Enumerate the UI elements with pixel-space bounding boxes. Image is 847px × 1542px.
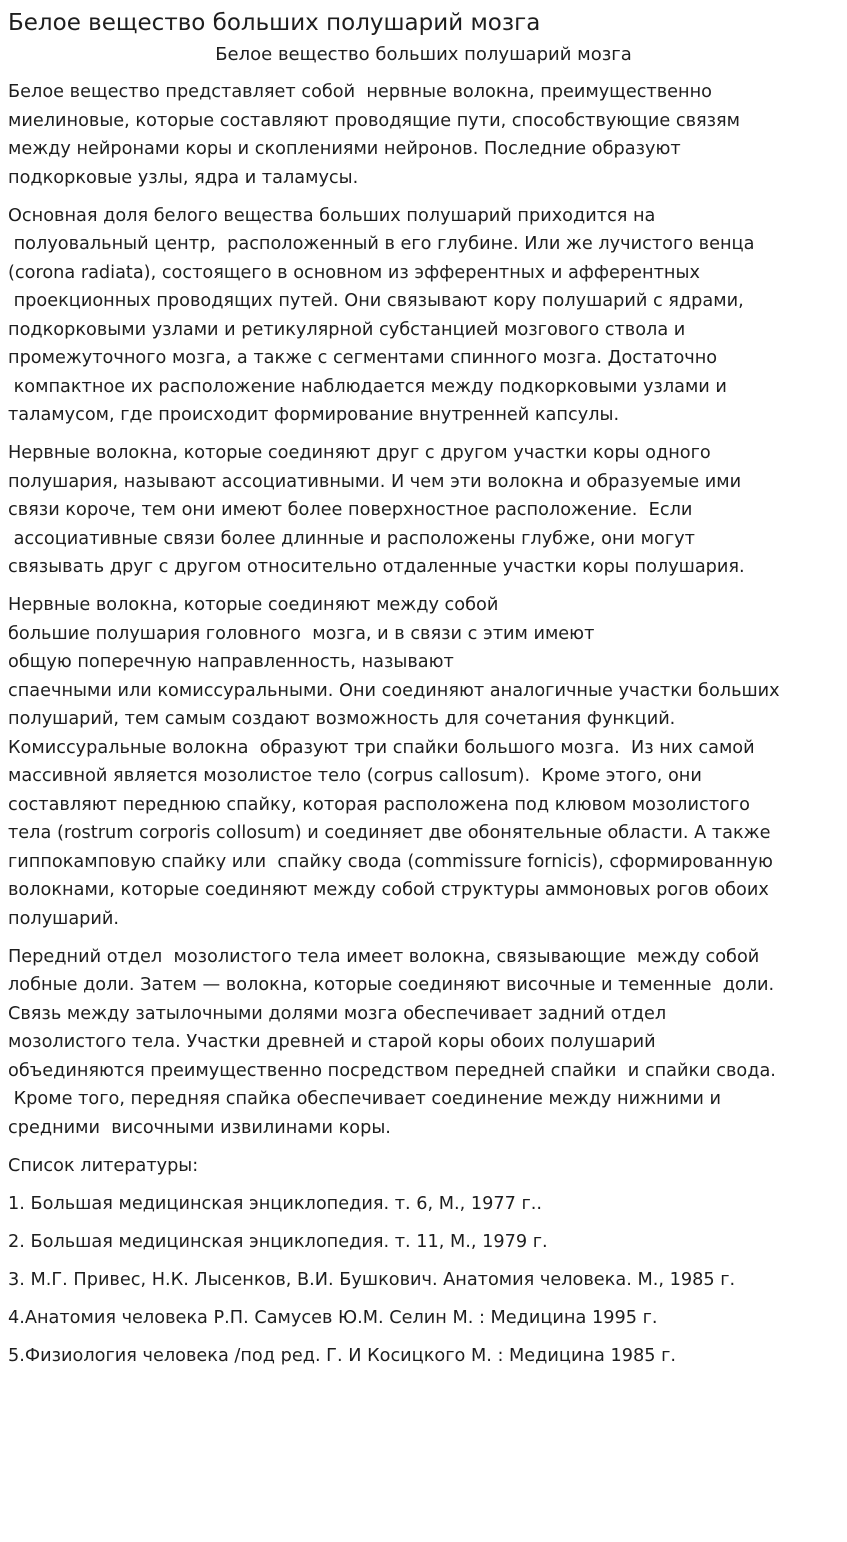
references-section [8,1152,839,1371]
paragraph-line: полушарий, тем самым создают возможность для сочетания функций. [8,709,676,729]
paragraph [8,591,839,933]
reference-item: 1. Большая медицинская энциклопедия. т. 6, М., 1977 г.. [8,1193,543,1214]
paragraph-line: Кроме того, передняя спайка обеспечивает соединение между нижними и [8,1089,722,1109]
paragraph-line: связи короче, тем они имеют более поверхностное расположение. Если [8,500,693,520]
paragraph-line: Нервные волокна, которые соединяют друг с другом участки коры одного [8,443,711,463]
paragraph-line: полушария, называют ассоциативными. И чем эти волокна и образуемые ими [8,471,742,492]
paragraph [8,202,839,430]
page-title: Белое вещество больших полушарий мозга [8,10,541,36]
article-body [8,78,839,1142]
document-subtitle: Белое вещество больших полушарий мозга [215,44,632,65]
paragraph-line: ассоциативные связи более длинные и расположены глубже, они могут [8,528,695,549]
paragraph-line: средними височными извилинами коры. [8,1117,391,1138]
paragraph [8,78,839,192]
paragraph-line: объединяются преимущественно посредством передней спайки и спайки свода. [8,1060,776,1081]
paragraph-line: таламусом, где происходит формирование внутренней капсулы. [8,405,620,425]
paragraph-line: Основная доля белого вещества больших полушарий приходится на [8,205,656,226]
paragraph-line: промежуточного мозга, а также с сегментами спинного мозга. Достаточно [8,348,718,368]
paragraph-line: общую поперечную направленность, называют [8,652,454,672]
paragraph-line: спаечными или комиссуральными. Они соединяют аналогичные участки больших [8,680,780,701]
paragraph-line: волокнами, которые соединяют между собой структуры аммоновых рогов обоих [8,880,769,900]
paragraph-line: между нейронами коры и скоплениями нейронов. Последние образуют [8,139,681,159]
paragraph [8,439,839,582]
paragraph-line: гиппокамповую спайку или спайку свода (commissure fornicis), сформированную [8,851,773,872]
paragraph-line: миелиновые, которые составляют проводящие пути, способствующие связям [8,110,741,131]
paragraph-line: Нервные волокна, которые соединяют между собой [8,595,499,615]
paragraph [8,943,839,1143]
reference-item: 3. М.Г. Привес, Н.К. Лысенков, В.И. Бушкович. Анатомия человека. М., 1985 г. [8,1269,736,1290]
paragraph-line: проекционных проводящих путей. Они связывают кору полушарий с ядрами, [8,291,744,311]
paragraph-line: подкорковыми узлами и ретикулярной субстанцией мозгового ствола и [8,319,686,340]
paragraph-line: тела (rostrum corporis collosum) и соединяет две обонятельные области. А также [8,823,771,843]
paragraph-line: составляют переднюю спайку, которая расположена под клювом мозолистого [8,794,750,815]
references-heading: Список литературы: [8,1155,199,1176]
paragraph-line: подкорковые узлы, ядра и таламусы. [8,167,359,188]
paragraph-line: большие полушария головного мозга, и в связи с этим имеют [8,623,595,644]
paragraph-line: Комиссуральные волокна образуют три спайки большого мозга. Из них самой [8,737,755,758]
paragraph-line: полушарий. [8,908,120,929]
reference-item: 5.Физиология человека /под ред. Г. И Косицкого М. : Медицина 1985 г. [8,1345,677,1366]
paragraph-line: мозолистого тела. Участки древней и старой коры обоих полушарий [8,1032,656,1052]
paragraph-line: массивной является мозолистое тело (corpus callosum). Кроме этого, они [8,766,702,786]
paragraph-line: Связь между затылочными долями мозга обеспечивает задний отдел [8,1003,667,1024]
reference-item: 2. Большая медицинская энциклопедия. т. 11, М., 1979 г. [8,1231,548,1252]
paragraph-line: Передний отдел мозолистого тела имеет волокна, связывающие между собой [8,946,760,967]
paragraph-line: лобные доли. Затем — волокна, которые соединяют височные и теменные доли. [8,975,775,995]
paragraph-line: связывать друг с другом относительно отдаленные участки коры полушария. [8,557,745,577]
paragraph-line: (corona radiata), состоящего в основном из эфферентных и афферентных [8,262,700,283]
paragraph-line: полуовальный центр, расположенный в его глубине. Или же лучистого венца [8,234,755,254]
paragraph-line: компактное их расположение наблюдается между подкорковыми узлами и [8,376,727,397]
paragraph-line: Белое вещество представляет собой нервные волокна, преимущественно [8,82,712,102]
reference-item: 4.Анатомия человека Р.П. Самусев Ю.М. Селин М. : Медицина 1995 г. [8,1307,658,1328]
